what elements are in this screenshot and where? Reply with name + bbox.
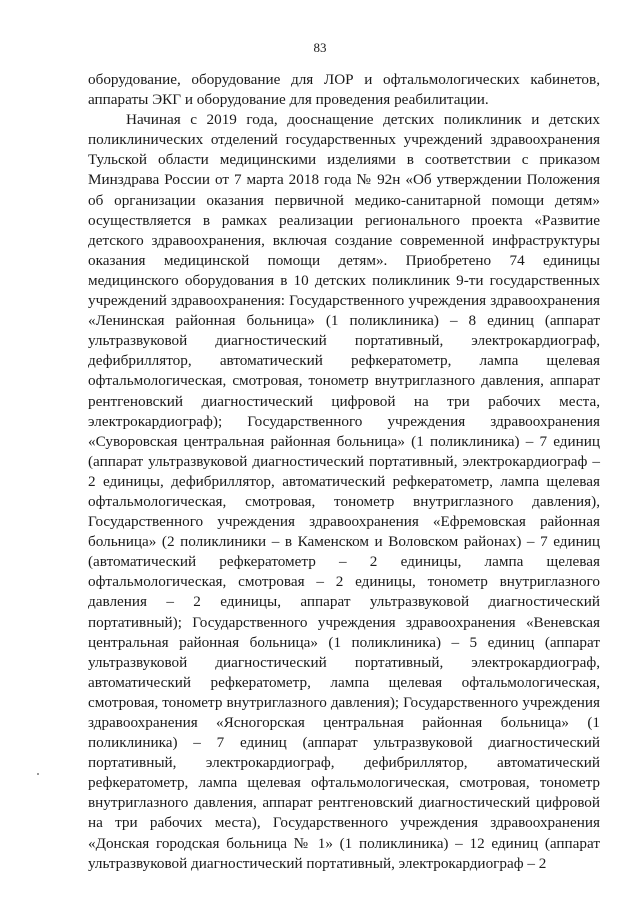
document-body [88,70,600,874]
page-number: 83 [313,40,327,55]
paragraph-continuation: оборудование, оборудование для ЛОР и офтальмологических кабинетов, аппараты ЭКГ и оборудование для проведения реабилитации. [88,71,600,109]
scan-margin-mark [37,773,39,775]
paragraph-main: Начиная с 2019 года, дооснащение детских поликлиник и детских поликлинических отделений государственных учреждений здравоохранения Тульской области медицинскими изделиями в соответствии с приказом Минздрава России от 7 марта 2018 года № 92н «Об утверждении Положения об организации оказания первичной медико-санитарной помощи детям» осуществляется в рамках реализации регионального проекта «Развитие детского здравоохранения, включая создание современной инфраструктуры оказания медицинской помощи детям». Приобретено 74 единицы медицинского оборудования в 10 детских поликлиник 9-ти государственных учреждений здравоохранения: Государственного учреждения здравоохранения «Ленинская районная больница» (1 поликлиника) – 8 единиц (аппарат ультразвуковой диагностический портативный, электрокардиограф, дефибриллятор, автоматический рефкератометр, лампа щелевая офтальмологическая, смотровая, тонометр внутриглазного давления, аппарат рентгеновский диагностический цифровой на три рабочих места, электрокардиограф); Государственного учреждения здравоохранения «Суворовская центральная районная больница» (1 поликлиника) – 7 единиц (аппарат ультразвуковой диагностический портативный, электрокардиограф – 2 единицы, дефибриллятор, автоматический рефкератометр, лампа щелевая офтальмологическая, смотровая, тонометр внутриглазного давления), Государственного учреждения здравоохранения «Ефремовская районная больница» (2 поликлиники – в Каменском и Воловском районах) – 7 единиц (автоматический рефкератометр – 2 единицы, лампа щелевая офтальмологическая, смотровая – 2 единицы, тонометр внутриглазного давления – 2 единицы, аппарат ультразвуковой диагностический портативный); Государственного учреждения здравоохранения «Веневская центральная районная больница» (1 поликлиника) – 5 единиц (аппарат ультразвуковой диагностический портативный, электрокардиограф, автоматический рефкератометр, лампа щелевая офтальмологическая, смотровая, тонометр внутриглазного давления); Государственного учреждения здравоохранения «Ясногорская центральная районная больница» (1 поликлиника) – 7 единиц (аппарат ультразвуковой диагностический портативный, электрокардиограф, дефибриллятор, автоматический рефкератометр, лампа щелевая офтальмологическая, смотровая, тонометр внутриглазного давления, аппарат рентгеновский диагностический цифровой на три рабочих места), Государственного учреждения здравоохранения «Донская городская больница № 1» (1 поликлиника) – 12 единиц (аппарат ультразвуковой диагностический портативный, электрокардиограф – 2 [88,111,600,872]
